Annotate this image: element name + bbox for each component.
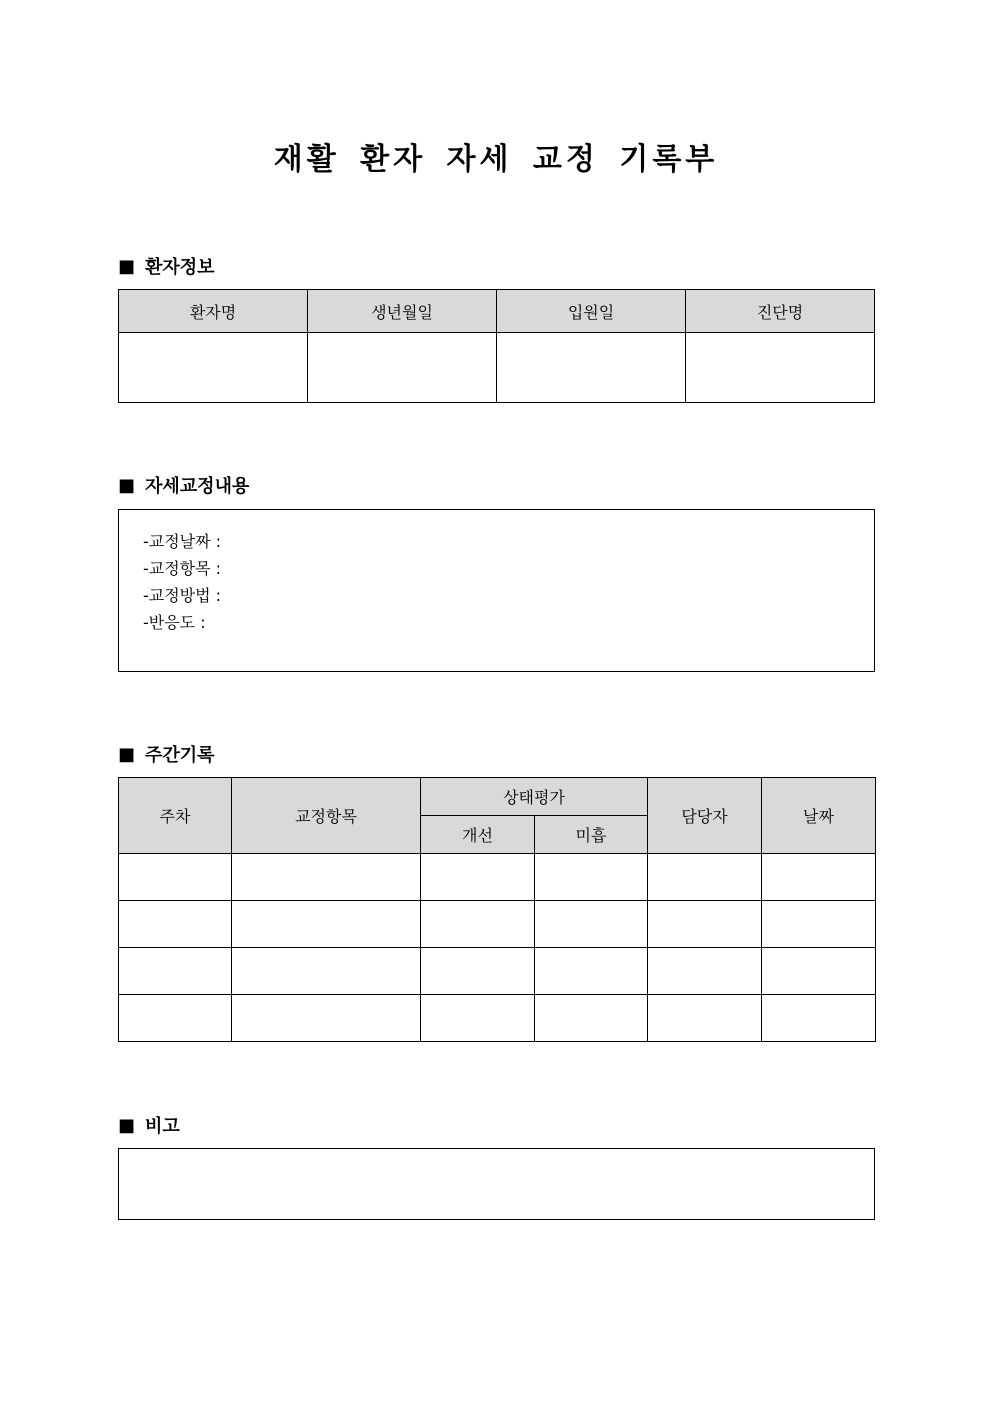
table-cell[interactable] xyxy=(535,995,648,1042)
square-bullet-icon: ■ xyxy=(118,1114,136,1136)
square-bullet-icon: ■ xyxy=(118,474,136,496)
remarks-box[interactable] xyxy=(118,1148,875,1220)
table-cell[interactable] xyxy=(421,901,535,948)
correction-item-line: -교정항목 : xyxy=(143,559,222,578)
diagnosis-cell[interactable] xyxy=(686,333,875,403)
patient-name-cell[interactable] xyxy=(119,333,308,403)
column-header: 환자명 xyxy=(119,290,308,333)
remarks-heading xyxy=(118,1112,180,1138)
table-cell[interactable] xyxy=(535,901,648,948)
section-title: 자세교정내용 xyxy=(145,476,250,497)
patient-info-table xyxy=(118,289,875,403)
weekly-record-table xyxy=(118,777,876,1042)
table-cell[interactable] xyxy=(232,995,421,1042)
table-cell[interactable] xyxy=(648,901,762,948)
table-cell[interactable] xyxy=(421,948,535,995)
correction-date-line: -교정날짜 : xyxy=(143,532,222,551)
table-cell[interactable] xyxy=(232,948,421,995)
section-title: 주간기록 xyxy=(145,745,215,766)
table-row xyxy=(119,995,876,1042)
table-cell[interactable] xyxy=(119,948,232,995)
table-cell[interactable] xyxy=(648,948,762,995)
manager-header: 담당자 xyxy=(648,778,762,854)
table-cell[interactable] xyxy=(762,995,876,1042)
table-cell[interactable] xyxy=(762,854,876,901)
admission-date-cell[interactable] xyxy=(497,333,686,403)
table-row xyxy=(119,901,876,948)
date-header: 날짜 xyxy=(762,778,876,854)
status-group-header: 상태평가 xyxy=(421,778,648,816)
correction-heading xyxy=(118,472,249,498)
table-cell[interactable] xyxy=(762,948,876,995)
improved-header: 개선 xyxy=(421,816,535,854)
table-cell[interactable] xyxy=(648,854,762,901)
table-cell[interactable] xyxy=(535,948,648,995)
table-cell[interactable] xyxy=(119,901,232,948)
column-header: 진단명 xyxy=(686,290,875,333)
square-bullet-icon: ■ xyxy=(118,255,136,277)
insufficient-header: 미흡 xyxy=(535,816,648,854)
table-cell[interactable] xyxy=(119,854,232,901)
section-title: 환자정보 xyxy=(145,257,215,278)
correction-content-box[interactable] xyxy=(118,509,875,672)
column-header: 생년월일 xyxy=(308,290,497,333)
square-bullet-icon: ■ xyxy=(118,743,136,765)
table-row xyxy=(119,854,876,901)
week-header: 주차 xyxy=(119,778,232,854)
document-title: 재활 환자 자세 교정 기록부 xyxy=(273,142,719,177)
table-cell[interactable] xyxy=(232,854,421,901)
reaction-line: -반응도 : xyxy=(143,613,206,632)
table-cell[interactable] xyxy=(648,995,762,1042)
table-cell[interactable] xyxy=(119,995,232,1042)
column-header: 입원일 xyxy=(497,290,686,333)
table-row xyxy=(119,948,876,995)
table-cell[interactable] xyxy=(421,995,535,1042)
section-title: 비고 xyxy=(145,1116,180,1137)
table-cell[interactable] xyxy=(421,854,535,901)
item-header: 교정항목 xyxy=(232,778,421,854)
table-cell[interactable] xyxy=(535,854,648,901)
weekly-heading xyxy=(118,741,215,767)
birthdate-cell[interactable] xyxy=(308,333,497,403)
table-cell[interactable] xyxy=(762,901,876,948)
table-cell[interactable] xyxy=(232,901,421,948)
correction-method-line: -교정방법 : xyxy=(143,586,222,605)
patient-info-heading xyxy=(118,253,215,279)
